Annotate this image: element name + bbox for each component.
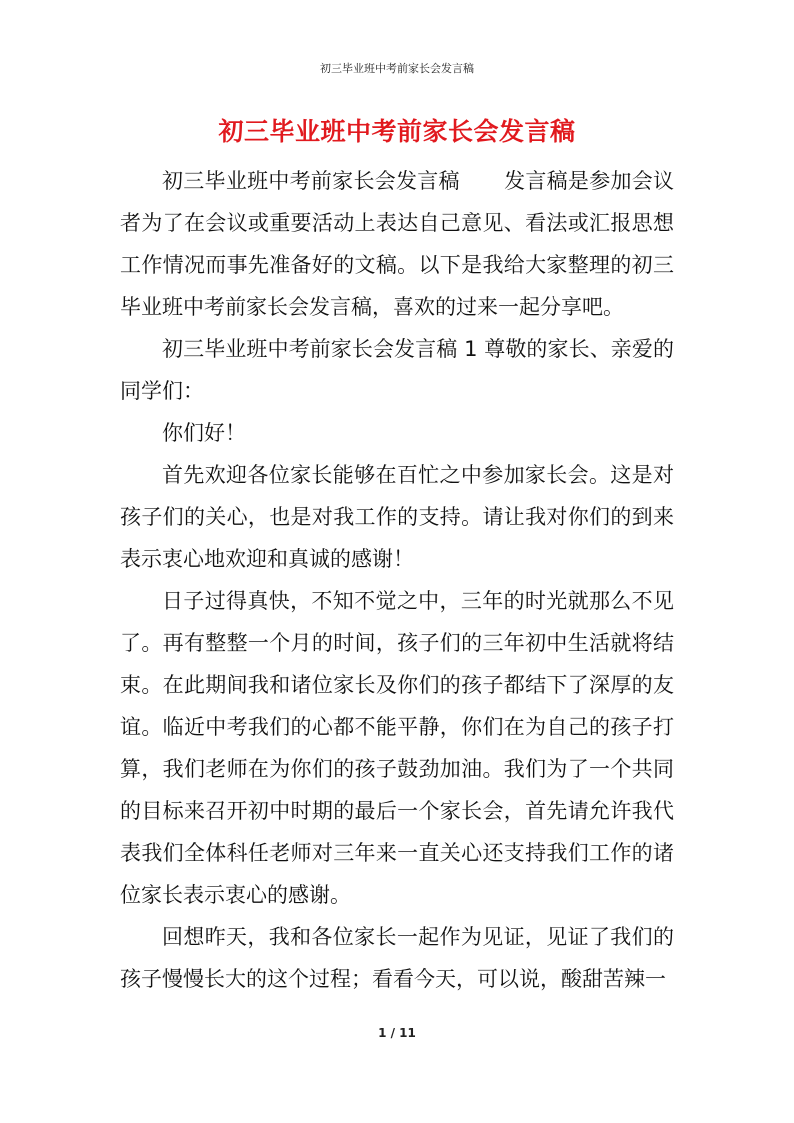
- paragraph-salutation: 初三毕业班中考前家长会发言稿 1 尊敬的家长、亲爱的同学们：: [120, 337, 674, 403]
- paragraph-reflection: 日子过得真快，不知不觉之中，三年的时光就那么不见了。再有整整一个月的时间，孩子们的三年初中生活就将结束。在此期间我和诸位家长及你们的孩子都结下了深厚的友谊。临近中考我们的心都不能平静，你们在为自己的孩子打算，我们老师在为你们的孩子鼓劲加油。我们为了一个共同的目标来召开初中时期的最后一个家长会，首先请允许我代表我们全体科任老师对三年来一直关心还支持我们工作的诸位家长表示衷心的感谢。: [120, 589, 674, 907]
- paragraph-intro-text: 发言稿是参加会议者为了在会议或重要活动上表达自己意见、看法或汇报思想工作情况而事先准备好的文稿。以下是我给大家整理的初三毕业班中考前家长会发言稿，喜欢的过来一起分享吧。: [120, 169, 675, 319]
- paragraph-intro-heading: 初三毕业班中考前家长会发言稿: [162, 169, 460, 193]
- paragraph-intro: [120, 160, 674, 328]
- paragraph-welcome: 首先欢迎各位家长能够在百忙之中参加家长会。这是对孩子们的关心，也是对我工作的支持。请让我对你们的到来表示衷心地欢迎和真诚的感谢！: [120, 463, 674, 571]
- document-title: 初三毕业班中考前家长会发言稿: [218, 117, 576, 146]
- page-number: 1 / 11: [378, 1026, 416, 1040]
- paragraph-recollection: 回想昨天，我和各位家长一起作为见证，见证了我们的孩子慢慢长大的这个过程；看看今天，可以说，酸甜苦辣一: [120, 925, 674, 991]
- document-body: [120, 160, 674, 1000]
- running-header: 初三毕业班中考前家长会发言稿: [320, 62, 474, 75]
- paragraph-greeting: 你们好！: [162, 421, 246, 445]
